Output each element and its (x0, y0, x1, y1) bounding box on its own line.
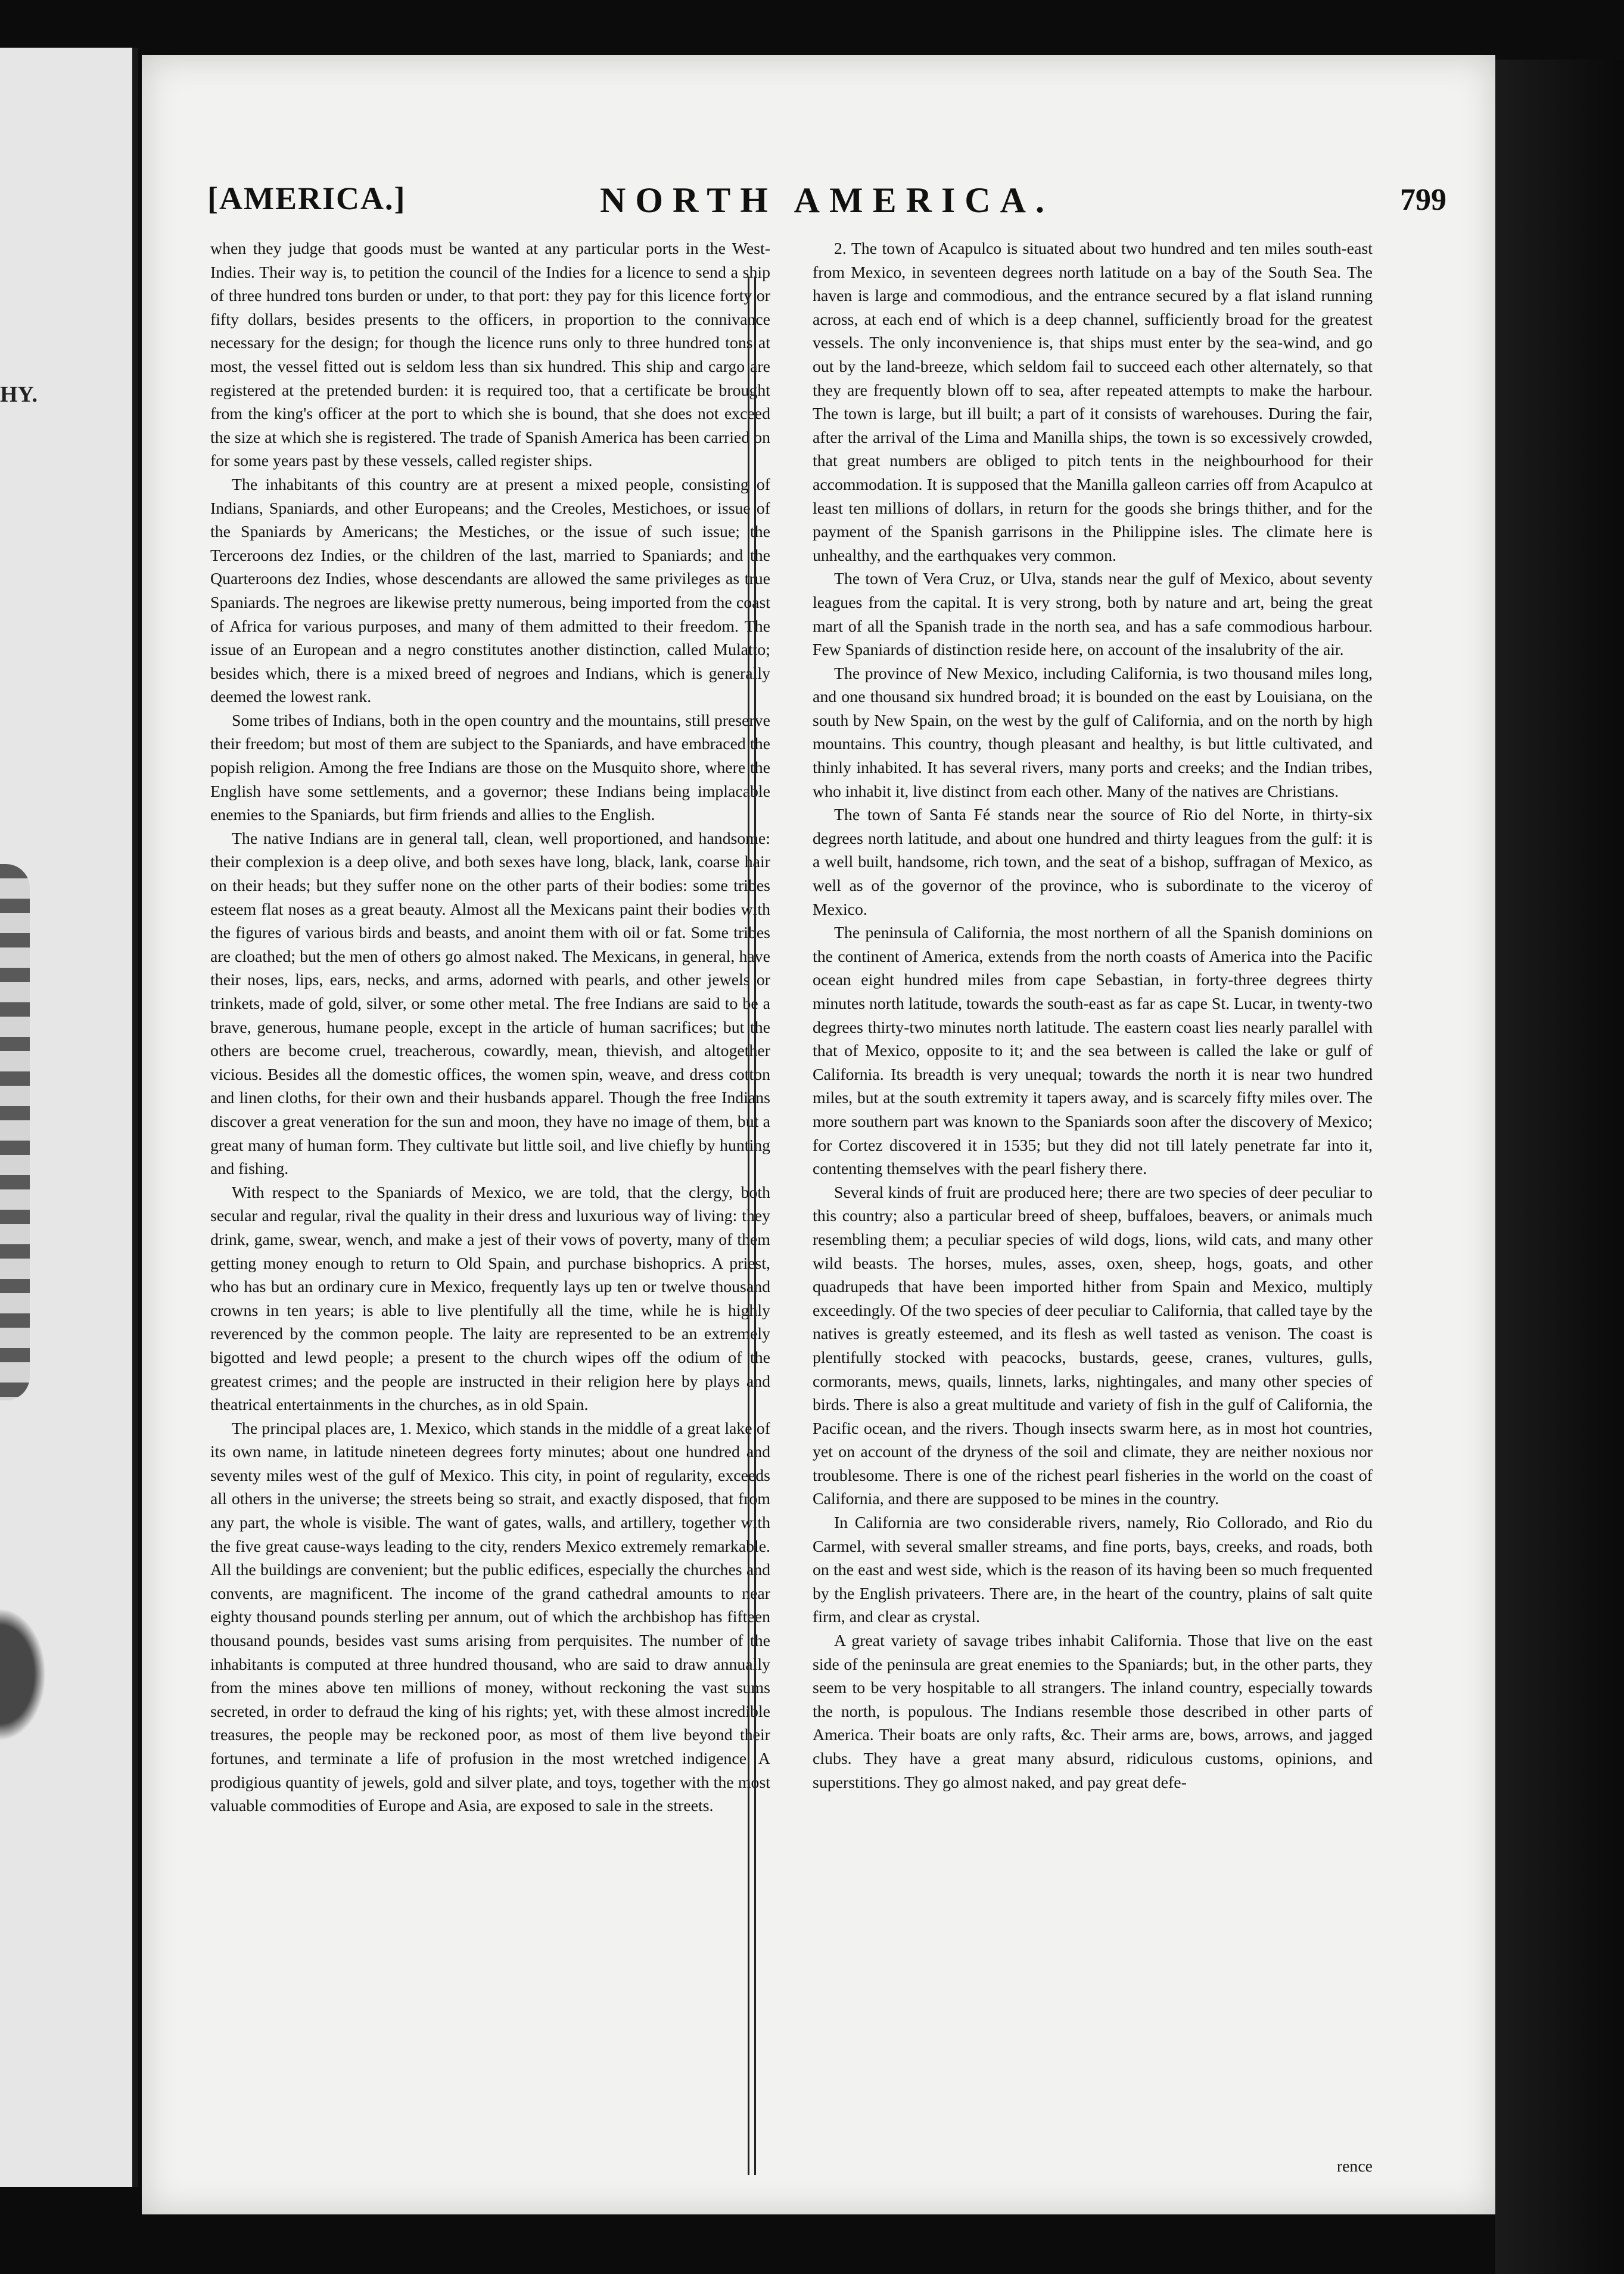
left-text-column (210, 237, 770, 2180)
paragraph: The province of New Mexico, including California, is two thousand miles long, and one thousand six hundred broad; it is bounded on the east by Louisiana, on the south by New Spain, on the west by the gulf of California, and on the north by high mountains. This country, though pleasant and healthy, is but little cultivated, and thinly inhabited. It has several rivers, many ports and creeks; and the Indian tribes, who inhabit it, live distinct from each other. Many of the natives are Christians. (813, 664, 1373, 801)
adjacent-left-page (0, 48, 138, 2187)
paragraph: The town of Santa Fé stands near the source of Rio del Norte, in thirty-six degrees north latitude, and about one hundred and thirty leagues from the gulf: it is a well built, handsome, rich town, and the seat of a bishop, suffragan of Mexico, as well as of the governor of the province, who is subordinate to the viceroy of Mexico. (813, 806, 1373, 919)
column-divider (748, 277, 756, 2175)
paragraph: In California are two considerable rivers, namely, Rio Collorado, and Rio du Carmel, with several smaller streams, and fine ports, bays, creeks, and roads, both on the east and west side, which is the reason of its having been so much frequented by the English privateers. There are, in the heart of the country, plains of salt quite firm, and clear as crystal. (813, 1514, 1373, 1627)
paragraph: With respect to the Spaniards of Mexico, we are told, that the clergy, both secular and regular, rival the quality in their dress and luxurious way of living: they drink, game, swear, wench, and make a jest of their vows of poverty, many of them getting money enough to return to Old Spain, and purchase bishoprics. A priest, who has but an ordinary cure in Mexico, frequently lays up ten or twelve thousand crowns in ten years; is able to live plentifully all the time, while he is highly reverenced by the common people. The laity are represented to be an extremely bigotted and lewd people; a present to the church wipes off the odium of the greatest crimes; and the people are instructed in their religion here by plays and theatrical entertainments in the churches, as in old Spain. (210, 1183, 770, 1415)
scan-dark-edge (1495, 60, 1624, 2274)
left-page-text-fragment: HY. (0, 382, 38, 407)
paragraph: The principal places are, 1. Mexico, which stands in the middle of a great lake of its own name, in latitude nineteen degrees forty minutes; about one hundred and seventy miles west of the gulf of Mexico. This city, in point of regularity, exceeds all others in the universe; the streets being so strait, and exactly disposed, that from any part, the whole is visible. The want of gates, walls, and artillery, together with the five great cause-ways leading to the city, renders Mexico extremely remarkable. All the buildings are convenient; but the public edifices, especially the churches and convents, are magnificent. The income of the grand cathedral amounts to near eighty thousand pounds sterling per annum, out of which the archbishop has fifteen thousand pounds, besides vast sums arising from perquisites. The number of the inhabitants is computed at three hundred thousand, who are said to draw annually from the mines above ten millions of money, without reckoning the vast sums secreted, in order to defraud the king of his rights; yet, with these almost incredible treasures, the people may be reckoned poor, as most of them live beyond their fortunes, and terminate a life of profusion in the most wretched indigence. A prodigious quantity of jewels, gold and silver plate, and toys, together with the most valuable commodities of Europe and Asia, are exposed to sale in the streets. (210, 1419, 770, 1816)
left-page-ornament (0, 864, 30, 1400)
paragraph: Some tribes of Indians, both in the open country and the mountains, still preserve their freedom; but most of them are subject to the Spaniards, and have embraced the popish religion. Among the free Indians are those on the Musquito shore, where the English have some settlements, and a governor; these Indians being implacable enemies to the Spaniards, but firm friends and allies to the English. (210, 711, 770, 825)
page-title: NORTH AMERICA. (600, 181, 1054, 220)
left-page-ornament-lower (0, 1597, 54, 1752)
page-number: 799 (1400, 183, 1446, 217)
paragraph: The peninsula of California, the most northern of all the Spanish dominions on the continent of America, extends from the north coasts of America into the Pacific ocean eight hundred miles from cape Sebastian, in forty-three degrees thirty minutes north latitude, towards the south-east as far as cape St. Lucar, in twenty-two degrees thirty-two minutes north latitude. The eastern coast lies nearly parallel with that of Mexico, opposite to it; and the sea between is called the lake or gulf of California. Its breadth is very unequal; towards the north it is near two hundred miles, but at the south extremity it tapers away, and is scarcely fifty miles over. The more southern part was known to the Spaniards soon after the discovery of Mexico; for Cortez discovered it in 1535; but they did not till lately penetrate far into it, contenting themselves with the pearl fishery there. (813, 924, 1373, 1179)
catchword: rence (1336, 2157, 1373, 2176)
paragraph: The inhabitants of this country are at present a mixed people, consisting of Indians, Spaniards, and other Europeans; and the Creoles, Mestichoes, or issue of the Spaniards by Americans; the Mestiches, or the issue of such issue; the Terceroons dez Indies, or the children of the last, married to Spaniards; and the Quarteroons dez Indies, whose descendants are allowed the same privileges as true Spaniards. The negroes are likewise pretty numerous, being imported from the coast of Africa for various purposes, and many of them admitted to their freedom. The issue of an European and a negro constitutes another distinction, called Mulatto; besides which, there is a mixed breed of negroes and Indians, which is generally deemed the lowest rank. (210, 475, 770, 707)
paragraph: A great variety of savage tribes inhabit California. Those that live on the east side of the peninsula are great enemies to the Spaniards; but, in the other parts, they seem to be very hospitable to all strangers. The inland country, especially towards the north, is populous. The Indians resemble those described in other parts of America. Their boats are only rafts, &c. Their arms are, bows, arrows, and jagged clubs. They have a great many absurd, ridiculous customs, opinions, and superstitions. They go almost naked, and pay great defe- (813, 1632, 1373, 1792)
paragraph: when they judge that goods must be wanted at any particular ports in the West-Indies. Their way is, to petition the council of the Indies for a licence to send a ship of three hundred tons burden or under, to that port: they pay for this licence forty or fifty dollars, besides presents to the officers, in proportion to the connivance necessary for the design; for though the licence runs only to three hundred tons at most, the vessel fitted out is seldom less than six hundred. This ship and cargo are registered at the pretended burden: it is required too, that a certificate be brought from the king's officer at the port to which she is bound, that she does not exceed the size at which she is registered. The trade of Spanish America has been carried on for some years past by these vessels, called register ships. (210, 240, 770, 471)
right-text-column (813, 237, 1373, 2180)
running-header (207, 180, 1446, 234)
paragraph: The native Indians are in general tall, clean, well proportioned, and handsome: their complexion is a deep olive, and both sexes have long, black, lank, coarse hair on their heads; but they suffer none on the other parts of their bodies: some tribes esteem flat noses as a great beauty. Almost all the Mexicans paint their bodies with the figures of various birds and beasts, and anoint them with oil or fat. Some tribes are cloathed; but the men of others go almost naked. The Mexicans, in general, have their noses, lips, ears, necks, and arms, adorned with pearls, and other jewels or trinkets, made of gold, silver, or some other metal. The free Indians are said to be a brave, generous, humane people, except in the article of human sacrifices; but the others are become cruel, treacherous, cowardly, mean, thievish, and altogether vicious. Besides all the domestic offices, the women spin, weave, and dress cotton and linen cloths, for their own and their husbands apparel. Though the free Indians discover a great veneration for the sun and moon, they have no image of them, but a great many of human form. They cultivate but little soil, and live chiefly by hunting and fishing. (210, 829, 770, 1179)
section-label: [AMERICA.] (207, 181, 406, 216)
paragraph: The town of Vera Cruz, or Ulva, stands near the gulf of Mexico, about seventy leagues from the capital. It is very strong, both by nature and art, being the great mart of all the Spanish trade in the north sea, and has a safe commodious harbour. Few Spaniards of distinction reside here, on account of the insalubrity of the air. (813, 570, 1373, 660)
book-page (142, 55, 1495, 2214)
paragraph: Several kinds of fruit are produced here; there are two species of deer peculiar to this country; also a particular breed of sheep, buffaloes, beavers, or animals much resembling them; a peculiar species of wild dogs, lions, wild cats, and many other wild beasts. The horses, mules, asses, oxen, sheep, hogs, goats, and other quadrupeds that have been imported hither from Spain and Mexico, multiply exceedingly. Of the two species of deer peculiar to California, that called taye by the natives is greatly esteemed, and its flesh as well tasted as venison. The coast is plentifully stocked with peacocks, bustards, geese, cranes, vultures, gulls, cormorants, mews, quails, linnets, larks, nightingales, and many other species of birds. There is also a great multitude and variety of fish in the gulf of California, the Pacific ocean, and the rivers. Though insects swarm here, as in most hot countries, yet on account of the dryness of the soil and climate, they are neither noxious nor troublesome. There is one of the richest pearl fisheries in the world on the coast of California, and there are supposed to be mines in the country. (813, 1183, 1373, 1509)
paragraph: 2. The town of Acapulco is situated about two hundred and ten miles south-east from Mexico, in seventeen degrees north latitude on a bay of the South Sea. The haven is large and commodious, and the entrance secured by a flat island running across, at each end of which is a deep channel, sufficiently broad for the greatest vessels. The only inconvenience is, that ships must enter by the sea-wind, and go out by the land-breeze, which seldom fail to succeed each other alternately, so that they are frequently blown off to sea, after repeated attempts to make the harbour. The town is large, but ill built; a part of it consists of warehouses. During the fair, after the arrival of the Lima and Manilla ships, the town is so excessively crowded, that great numbers are obliged to pitch tents in the neighbourhood for their accommodation. It is supposed that the Manilla galleon carries off from Acapulco at least ten millions of dollars, in return for the goods she brings thither, and for the payment of the Spanish garrisons in the Philippine isles. The climate here is unhealthy, and the earthquakes very common. (813, 240, 1373, 565)
